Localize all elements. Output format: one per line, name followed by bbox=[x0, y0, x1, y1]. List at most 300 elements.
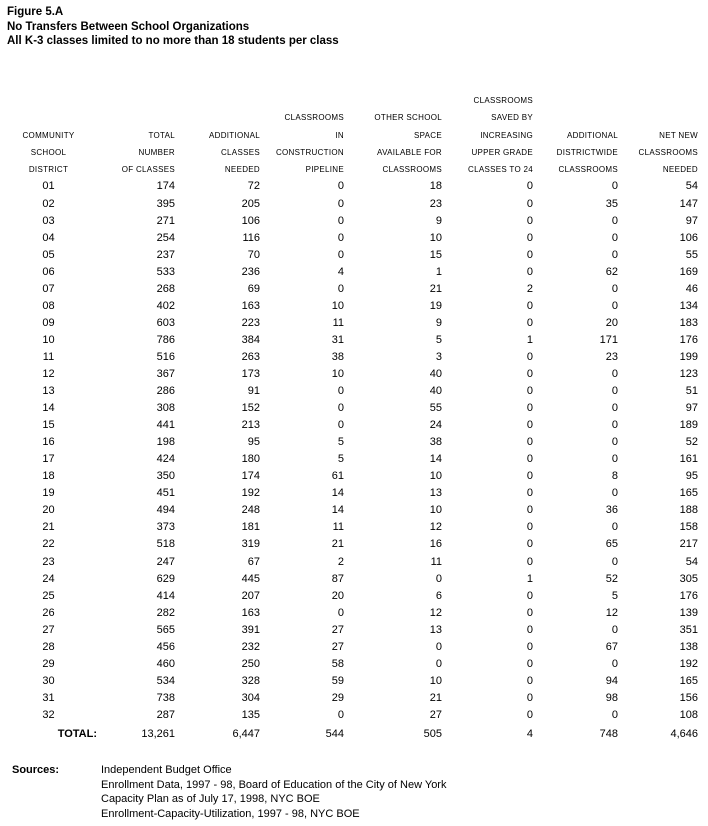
column-header-line: PIPELINE bbox=[305, 165, 344, 175]
value-cell-districtwide: 0 bbox=[611, 180, 618, 193]
value-cell-total-classes: 414 bbox=[156, 589, 175, 602]
value-cell-districtwide: 0 bbox=[611, 231, 618, 244]
sources-label: Sources: bbox=[12, 764, 60, 776]
value-cell-saved-upper-grade: 0 bbox=[526, 504, 533, 517]
source-item: Enrollment-Capacity-Utilization, 1997 - 98, NYC BOE bbox=[101, 807, 360, 820]
value-cell-saved-upper-grade: 0 bbox=[526, 538, 533, 551]
value-cell-districtwide: 36 bbox=[605, 504, 618, 517]
value-cell-net-new: 351 bbox=[679, 623, 698, 636]
district-cell: 11 bbox=[42, 350, 55, 363]
value-cell-districtwide: 0 bbox=[611, 282, 618, 295]
value-cell-net-new: 138 bbox=[679, 640, 698, 653]
total-label: TOTAL: bbox=[57, 727, 97, 740]
source-item: Capacity Plan as of July 17, 1998, NYC BOE bbox=[101, 793, 320, 805]
column-header-line: NET NEW bbox=[659, 130, 698, 140]
value-cell-net-new: 176 bbox=[679, 589, 698, 602]
value-cell-net-new: 46 bbox=[685, 282, 698, 295]
district-cell: 14 bbox=[42, 402, 55, 415]
total-cell-additional-classes: 6,447 bbox=[232, 727, 260, 740]
value-cell-net-new: 156 bbox=[679, 691, 698, 704]
value-cell-other-space: 3 bbox=[435, 350, 442, 363]
table-row bbox=[0, 230, 698, 247]
value-cell-total-classes: 518 bbox=[156, 538, 175, 551]
value-cell-saved-upper-grade: 2 bbox=[526, 282, 533, 295]
value-cell-construction-pipeline: 10 bbox=[331, 368, 344, 380]
table-row bbox=[0, 690, 698, 707]
column-header-line: SAVED BY bbox=[491, 113, 533, 123]
value-cell-construction-pipeline: 0 bbox=[337, 708, 344, 721]
column-header-other-space bbox=[344, 92, 442, 178]
value-cell-net-new: 183 bbox=[679, 316, 698, 329]
value-cell-additional-classes: 232 bbox=[241, 640, 260, 653]
value-cell-total-classes: 424 bbox=[156, 453, 175, 466]
district-cell: 18 bbox=[42, 470, 55, 483]
value-cell-additional-classes: 69 bbox=[247, 282, 260, 295]
table-row bbox=[0, 571, 698, 588]
value-cell-other-space: 10 bbox=[429, 674, 442, 687]
value-cell-saved-upper-grade: 0 bbox=[526, 299, 533, 312]
value-cell-saved-upper-grade: 0 bbox=[526, 691, 533, 704]
value-cell-saved-upper-grade: 0 bbox=[526, 368, 533, 380]
value-cell-additional-classes: 236 bbox=[241, 265, 260, 278]
figure-subtitle: No Transfers Between School Organizations bbox=[7, 20, 250, 33]
value-cell-districtwide: 0 bbox=[611, 708, 618, 721]
value-cell-other-space: 0 bbox=[435, 640, 442, 653]
value-cell-construction-pipeline: 0 bbox=[337, 606, 344, 619]
table-row bbox=[0, 707, 698, 724]
value-cell-other-space: 0 bbox=[435, 657, 442, 670]
value-cell-total-classes: 441 bbox=[156, 419, 175, 432]
value-cell-saved-upper-grade: 0 bbox=[526, 419, 533, 432]
value-cell-net-new: 123 bbox=[679, 368, 698, 380]
value-cell-other-space: 21 bbox=[429, 691, 442, 704]
value-cell-additional-classes: 152 bbox=[241, 402, 260, 415]
value-cell-total-classes: 516 bbox=[156, 350, 175, 363]
table-row bbox=[0, 383, 698, 400]
value-cell-districtwide: 0 bbox=[611, 623, 618, 636]
value-cell-other-space: 55 bbox=[429, 402, 442, 415]
value-cell-additional-classes: 173 bbox=[241, 368, 260, 380]
column-header-net-new bbox=[618, 92, 698, 178]
value-cell-construction-pipeline: 38 bbox=[331, 350, 344, 363]
value-cell-saved-upper-grade: 1 bbox=[526, 333, 533, 346]
value-cell-net-new: 217 bbox=[679, 538, 698, 551]
column-header-districtwide bbox=[533, 92, 618, 178]
value-cell-additional-classes: 223 bbox=[241, 316, 260, 329]
value-cell-other-space: 21 bbox=[429, 282, 442, 295]
value-cell-net-new: 305 bbox=[679, 572, 698, 585]
value-cell-construction-pipeline: 14 bbox=[331, 504, 344, 517]
value-cell-total-classes: 456 bbox=[156, 640, 175, 653]
value-cell-additional-classes: 250 bbox=[241, 657, 260, 670]
table-row bbox=[0, 281, 698, 298]
value-cell-other-space: 10 bbox=[429, 470, 442, 483]
value-cell-additional-classes: 205 bbox=[241, 197, 260, 210]
value-cell-net-new: 188 bbox=[679, 504, 698, 517]
column-header-line: DISTRICT bbox=[28, 165, 69, 175]
value-cell-total-classes: 395 bbox=[156, 197, 175, 210]
value-cell-construction-pipeline: 5 bbox=[337, 436, 344, 449]
source-item: Enrollment Data, 1997 - 98, Board of Education of the City of New York bbox=[101, 778, 447, 791]
value-cell-construction-pipeline: 0 bbox=[337, 214, 344, 227]
value-cell-net-new: 158 bbox=[679, 521, 698, 534]
column-header-line: CLASSROOMS bbox=[382, 165, 442, 175]
column-header-line: CLASSROOMS bbox=[284, 113, 344, 123]
value-cell-saved-upper-grade: 0 bbox=[526, 453, 533, 466]
district-cell: 22 bbox=[42, 538, 55, 551]
value-cell-net-new: 106 bbox=[679, 231, 698, 244]
table-row bbox=[0, 639, 698, 656]
value-cell-total-classes: 786 bbox=[156, 333, 175, 346]
value-cell-construction-pipeline: 0 bbox=[337, 402, 344, 415]
value-cell-districtwide: 35 bbox=[605, 197, 618, 210]
value-cell-saved-upper-grade: 0 bbox=[526, 214, 533, 227]
value-cell-construction-pipeline: 0 bbox=[337, 231, 344, 244]
value-cell-districtwide: 98 bbox=[605, 691, 618, 704]
value-cell-saved-upper-grade: 0 bbox=[526, 436, 533, 449]
value-cell-net-new: 54 bbox=[685, 555, 698, 568]
value-cell-additional-classes: 174 bbox=[241, 470, 260, 483]
value-cell-additional-classes: 91 bbox=[247, 385, 260, 398]
value-cell-total-classes: 494 bbox=[156, 504, 175, 517]
value-cell-additional-classes: 181 bbox=[241, 521, 260, 534]
value-cell-saved-upper-grade: 0 bbox=[526, 708, 533, 721]
value-cell-construction-pipeline: 0 bbox=[337, 385, 344, 398]
value-cell-districtwide: 0 bbox=[611, 453, 618, 466]
value-cell-saved-upper-grade: 0 bbox=[526, 606, 533, 619]
value-cell-total-classes: 254 bbox=[156, 231, 175, 244]
column-header-line: NUMBER bbox=[138, 147, 175, 157]
value-cell-net-new: 176 bbox=[679, 333, 698, 346]
table-row bbox=[0, 315, 698, 332]
value-cell-saved-upper-grade: 0 bbox=[526, 402, 533, 415]
table-row bbox=[0, 366, 698, 383]
value-cell-total-classes: 402 bbox=[156, 299, 175, 312]
value-cell-saved-upper-grade: 0 bbox=[526, 385, 533, 398]
value-cell-other-space: 16 bbox=[429, 538, 442, 551]
value-cell-districtwide: 94 bbox=[605, 674, 618, 687]
value-cell-additional-classes: 106 bbox=[241, 214, 260, 227]
source-item: Independent Budget Office bbox=[101, 764, 232, 776]
table-row bbox=[0, 588, 698, 605]
table-row bbox=[0, 434, 698, 451]
value-cell-total-classes: 373 bbox=[156, 521, 175, 534]
column-header-line: TOTAL bbox=[148, 130, 175, 140]
value-cell-additional-classes: 135 bbox=[241, 708, 260, 721]
value-cell-additional-classes: 163 bbox=[241, 299, 260, 312]
column-header-line: OF CLASSES bbox=[121, 165, 175, 175]
value-cell-saved-upper-grade: 0 bbox=[526, 555, 533, 568]
table-row bbox=[0, 400, 698, 417]
table-row bbox=[0, 536, 698, 553]
value-cell-construction-pipeline: 20 bbox=[331, 589, 344, 602]
value-cell-districtwide: 0 bbox=[611, 521, 618, 534]
value-cell-districtwide: 23 bbox=[605, 350, 618, 363]
value-cell-saved-upper-grade: 0 bbox=[526, 197, 533, 210]
value-cell-other-space: 0 bbox=[435, 572, 442, 585]
value-cell-net-new: 52 bbox=[685, 436, 698, 449]
district-cell: 13 bbox=[42, 385, 55, 398]
value-cell-additional-classes: 319 bbox=[241, 538, 260, 551]
column-header-line: ADDITIONAL bbox=[566, 130, 618, 140]
district-cell: 04 bbox=[42, 231, 55, 244]
column-header-line: CONSTRUCTION bbox=[275, 147, 344, 157]
value-cell-total-classes: 534 bbox=[156, 674, 175, 687]
column-header-line: NEEDED bbox=[224, 165, 260, 175]
column-header-district bbox=[0, 92, 97, 178]
value-cell-construction-pipeline: 0 bbox=[337, 248, 344, 261]
value-cell-additional-classes: 67 bbox=[247, 555, 260, 568]
value-cell-other-space: 11 bbox=[430, 555, 442, 568]
table-row bbox=[0, 196, 698, 213]
value-cell-total-classes: 174 bbox=[156, 180, 175, 193]
value-cell-net-new: 169 bbox=[679, 265, 698, 278]
value-cell-saved-upper-grade: 0 bbox=[526, 640, 533, 653]
column-header-line: NEEDED bbox=[662, 165, 698, 175]
value-cell-other-space: 13 bbox=[429, 487, 442, 500]
value-cell-net-new: 108 bbox=[679, 708, 698, 721]
value-cell-districtwide: 62 bbox=[605, 265, 618, 278]
column-header-line: UPPER GRADE bbox=[471, 147, 533, 157]
value-cell-construction-pipeline: 61 bbox=[331, 470, 344, 483]
value-cell-total-classes: 603 bbox=[156, 316, 175, 329]
table-row bbox=[0, 213, 698, 230]
district-cell: 27 bbox=[42, 623, 55, 636]
table-row bbox=[0, 417, 698, 434]
value-cell-total-classes: 308 bbox=[156, 402, 175, 415]
table-row bbox=[0, 264, 698, 281]
district-cell: 29 bbox=[42, 657, 55, 670]
table-row bbox=[0, 673, 698, 690]
district-cell: 20 bbox=[42, 504, 55, 517]
value-cell-other-space: 5 bbox=[435, 333, 442, 346]
value-cell-districtwide: 0 bbox=[611, 419, 618, 432]
value-cell-districtwide: 67 bbox=[605, 640, 618, 653]
value-cell-net-new: 97 bbox=[685, 214, 698, 227]
column-header-line: DISTRICTWIDE bbox=[556, 147, 618, 157]
value-cell-construction-pipeline: 58 bbox=[331, 657, 344, 670]
value-cell-districtwide: 0 bbox=[611, 214, 618, 227]
value-cell-other-space: 23 bbox=[429, 197, 442, 210]
value-cell-additional-classes: 384 bbox=[241, 333, 260, 346]
total-cell-construction-pipeline: 544 bbox=[325, 727, 344, 740]
value-cell-construction-pipeline: 21 bbox=[331, 538, 344, 551]
value-cell-other-space: 18 bbox=[429, 180, 442, 193]
table-row bbox=[0, 468, 698, 485]
value-cell-saved-upper-grade: 1 bbox=[526, 572, 533, 585]
value-cell-other-space: 24 bbox=[429, 419, 442, 432]
district-cell: 23 bbox=[42, 555, 55, 568]
value-cell-districtwide: 0 bbox=[611, 555, 618, 568]
value-cell-construction-pipeline: 11 bbox=[332, 521, 344, 534]
value-cell-other-space: 10 bbox=[429, 231, 442, 244]
value-cell-net-new: 189 bbox=[679, 419, 698, 432]
value-cell-districtwide: 0 bbox=[611, 487, 618, 500]
value-cell-net-new: 161 bbox=[679, 453, 698, 466]
value-cell-total-classes: 565 bbox=[156, 623, 175, 636]
table-row bbox=[0, 485, 698, 502]
table-row bbox=[0, 554, 698, 571]
value-cell-districtwide: 20 bbox=[605, 316, 618, 329]
value-cell-districtwide: 171 bbox=[599, 333, 618, 346]
value-cell-additional-classes: 70 bbox=[247, 248, 260, 261]
table-row bbox=[0, 178, 698, 195]
value-cell-total-classes: 451 bbox=[156, 487, 175, 500]
district-cell: 05 bbox=[42, 248, 55, 261]
district-cell: 21 bbox=[42, 521, 55, 534]
column-header-line: AVAILABLE FOR bbox=[377, 147, 442, 157]
column-header-line: INCREASING bbox=[480, 130, 533, 140]
value-cell-other-space: 12 bbox=[429, 521, 442, 534]
table-row bbox=[0, 502, 698, 519]
value-cell-net-new: 165 bbox=[679, 674, 698, 687]
district-cell: 02 bbox=[42, 197, 55, 210]
column-header-line: CLASSES TO 24 bbox=[468, 165, 533, 175]
value-cell-total-classes: 268 bbox=[156, 282, 175, 295]
value-cell-saved-upper-grade: 0 bbox=[526, 487, 533, 500]
value-cell-construction-pipeline: 0 bbox=[337, 419, 344, 432]
total-cell-net-new: 4,646 bbox=[670, 727, 698, 740]
table-row bbox=[0, 349, 698, 366]
value-cell-additional-classes: 263 bbox=[241, 350, 260, 363]
value-cell-additional-classes: 72 bbox=[247, 180, 260, 193]
value-cell-net-new: 55 bbox=[685, 248, 698, 261]
value-cell-net-new: 199 bbox=[679, 350, 698, 363]
value-cell-districtwide: 0 bbox=[611, 436, 618, 449]
district-cell: 10 bbox=[42, 333, 55, 346]
value-cell-construction-pipeline: 27 bbox=[331, 623, 344, 636]
table-row bbox=[0, 451, 698, 468]
value-cell-saved-upper-grade: 0 bbox=[526, 316, 533, 329]
column-header-line: ADDITIONAL bbox=[208, 130, 260, 140]
value-cell-total-classes: 237 bbox=[156, 248, 175, 261]
district-cell: 32 bbox=[42, 708, 55, 721]
column-header-saved-upper-grade bbox=[442, 92, 533, 178]
district-cell: 16 bbox=[42, 436, 55, 449]
table-header bbox=[0, 92, 698, 178]
district-cell: 03 bbox=[42, 214, 55, 227]
district-cell: 31 bbox=[42, 691, 55, 704]
column-header-additional-classes bbox=[175, 92, 260, 178]
value-cell-other-space: 19 bbox=[429, 299, 442, 312]
table-row bbox=[0, 656, 698, 673]
column-header-total-classes bbox=[97, 92, 175, 178]
district-cell: 07 bbox=[42, 282, 55, 295]
value-cell-total-classes: 629 bbox=[156, 572, 175, 585]
district-cell: 17 bbox=[42, 453, 55, 466]
figure-number: Figure 5.A bbox=[7, 6, 64, 18]
value-cell-saved-upper-grade: 0 bbox=[526, 674, 533, 687]
value-cell-other-space: 40 bbox=[429, 385, 442, 398]
value-cell-other-space: 10 bbox=[429, 504, 442, 517]
table-row bbox=[0, 332, 698, 349]
value-cell-other-space: 12 bbox=[429, 606, 442, 619]
value-cell-additional-classes: 116 bbox=[242, 231, 260, 244]
column-header-line: IN bbox=[335, 130, 344, 140]
value-cell-construction-pipeline: 4 bbox=[337, 265, 344, 278]
value-cell-total-classes: 367 bbox=[156, 368, 175, 380]
district-cell: 25 bbox=[42, 589, 55, 602]
total-cell-saved-upper-grade: 4 bbox=[526, 727, 533, 740]
value-cell-saved-upper-grade: 0 bbox=[526, 350, 533, 363]
value-cell-additional-classes: 248 bbox=[241, 504, 260, 517]
district-cell: 09 bbox=[42, 316, 55, 329]
value-cell-total-classes: 247 bbox=[156, 555, 175, 568]
figure-condition: All K-3 classes limited to no more than 18 students per class bbox=[7, 35, 339, 47]
value-cell-construction-pipeline: 2 bbox=[337, 555, 344, 568]
column-header-line: CLASSROOMS bbox=[638, 147, 698, 157]
value-cell-districtwide: 0 bbox=[611, 368, 618, 380]
value-cell-saved-upper-grade: 0 bbox=[526, 248, 533, 261]
value-cell-total-classes: 738 bbox=[156, 691, 175, 704]
value-cell-saved-upper-grade: 0 bbox=[526, 657, 533, 670]
district-cell: 12 bbox=[42, 368, 55, 380]
value-cell-other-space: 15 bbox=[429, 248, 442, 261]
value-cell-construction-pipeline: 14 bbox=[331, 487, 344, 500]
table-row bbox=[0, 622, 698, 639]
district-cell: 26 bbox=[42, 606, 55, 619]
value-cell-saved-upper-grade: 0 bbox=[526, 231, 533, 244]
column-header-line: CLASSROOMS bbox=[473, 96, 533, 105]
value-cell-total-classes: 198 bbox=[156, 436, 175, 449]
value-cell-other-space: 1 bbox=[435, 265, 442, 278]
column-header-construction-pipeline bbox=[260, 92, 344, 178]
table-footer bbox=[0, 724, 698, 744]
value-cell-additional-classes: 207 bbox=[241, 589, 260, 602]
value-cell-districtwide: 8 bbox=[611, 470, 618, 483]
total-cell-other-space: 505 bbox=[423, 727, 442, 740]
value-cell-additional-classes: 192 bbox=[241, 487, 260, 500]
value-cell-total-classes: 350 bbox=[156, 470, 175, 483]
value-cell-net-new: 97 bbox=[685, 402, 698, 415]
table-row bbox=[0, 605, 698, 622]
value-cell-other-space: 13 bbox=[429, 623, 442, 636]
column-header-line: OTHER SCHOOL bbox=[374, 113, 442, 123]
value-cell-construction-pipeline: 29 bbox=[331, 691, 344, 704]
classroom-needs-table bbox=[0, 92, 698, 744]
district-cell: 24 bbox=[42, 572, 55, 585]
value-cell-construction-pipeline: 0 bbox=[337, 180, 344, 193]
value-cell-total-classes: 533 bbox=[156, 265, 175, 278]
value-cell-saved-upper-grade: 0 bbox=[526, 180, 533, 193]
sources-list bbox=[101, 763, 446, 821]
value-cell-districtwide: 65 bbox=[605, 538, 618, 551]
value-cell-additional-classes: 95 bbox=[247, 436, 260, 449]
value-cell-districtwide: 0 bbox=[611, 299, 618, 312]
district-cell: 01 bbox=[42, 180, 55, 193]
value-cell-additional-classes: 304 bbox=[241, 691, 260, 704]
total-cell-districtwide: 748 bbox=[599, 727, 618, 740]
total-cell-total-classes: 13,261 bbox=[141, 727, 175, 740]
value-cell-saved-upper-grade: 0 bbox=[526, 623, 533, 636]
district-cell: 08 bbox=[42, 299, 55, 312]
value-cell-net-new: 192 bbox=[679, 657, 698, 670]
table-row bbox=[0, 519, 698, 536]
value-cell-other-space: 9 bbox=[435, 316, 442, 329]
value-cell-districtwide: 12 bbox=[605, 606, 618, 619]
value-cell-construction-pipeline: 27 bbox=[331, 640, 344, 653]
value-cell-additional-classes: 180 bbox=[241, 453, 260, 466]
value-cell-districtwide: 0 bbox=[611, 402, 618, 415]
value-cell-net-new: 139 bbox=[679, 606, 698, 619]
value-cell-total-classes: 286 bbox=[156, 385, 175, 398]
value-cell-total-classes: 271 bbox=[156, 214, 175, 227]
value-cell-construction-pipeline: 5 bbox=[337, 453, 344, 466]
value-cell-additional-classes: 213 bbox=[241, 419, 260, 432]
value-cell-other-space: 38 bbox=[429, 436, 442, 449]
value-cell-construction-pipeline: 59 bbox=[331, 674, 344, 687]
value-cell-districtwide: 0 bbox=[611, 657, 618, 670]
